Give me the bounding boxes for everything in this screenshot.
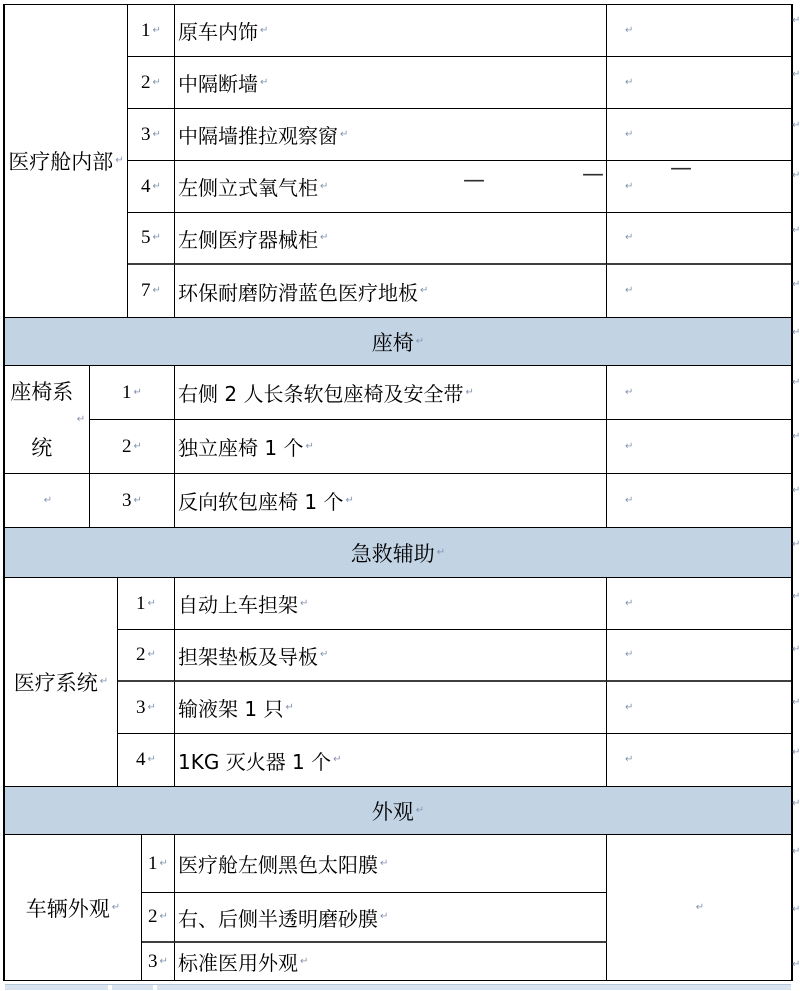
- item-cell[interactable]: [175, 5, 607, 57]
- row-number: 2: [141, 71, 151, 93]
- item-cell[interactable]: [175, 835, 607, 893]
- paragraph-mark: ↵: [320, 232, 329, 243]
- category-label: 医疗系统: [13, 671, 98, 695]
- row-number-cell[interactable]: [128, 5, 175, 57]
- row-number: 3: [148, 950, 158, 972]
- paragraph-mark: ↵: [320, 649, 329, 660]
- row-number-cell[interactable]: [142, 893, 175, 943]
- paragraph-mark: ↵: [333, 754, 342, 765]
- value-cell[interactable]: [607, 734, 791, 787]
- category-label: 车辆外观: [25, 896, 110, 921]
- item-label: 医疗舱左侧黑色太阳膜: [178, 853, 378, 877]
- paragraph-mark: ↵: [420, 285, 429, 296]
- dash-mark: —: [582, 162, 604, 187]
- paragraph-mark: ↵: [625, 24, 634, 36]
- item-label: 原车内饰: [178, 20, 258, 44]
- paragraph-mark: ↵: [147, 701, 156, 713]
- item-cell[interactable]: [175, 161, 607, 213]
- paragraph-mark: ↵: [625, 649, 634, 660]
- cell-divider: [108, 985, 112, 991]
- paragraph-mark: ↵: [152, 76, 161, 88]
- row-number: 1: [141, 19, 151, 41]
- dash-mark: —: [670, 156, 692, 181]
- row-end-mark: ↵: [792, 15, 800, 26]
- paragraph-mark: ↵: [380, 857, 389, 869]
- paragraph-mark: ↵: [320, 180, 329, 192]
- section-header-exterior[interactable]: [5, 787, 791, 835]
- value-cell[interactable]: [607, 109, 791, 161]
- paragraph-mark: ↵: [300, 597, 309, 609]
- value-cell-merged[interactable]: [607, 835, 791, 981]
- row-number: 2: [122, 435, 132, 457]
- row-number-cell[interactable]: [90, 474, 175, 528]
- paragraph-mark: ↵: [625, 128, 634, 140]
- value-cell[interactable]: [607, 366, 791, 420]
- paragraph-mark: ↵: [99, 676, 109, 687]
- paragraph-mark: ↵: [260, 76, 269, 88]
- row-end-mark: ↵: [792, 591, 800, 602]
- row-end-mark: ↵: [792, 697, 800, 708]
- value-cell[interactable]: [607, 630, 791, 682]
- paragraph-mark: ↵: [415, 804, 425, 816]
- item-label: 左侧立式氧气柜: [178, 176, 318, 200]
- paragraph-mark: ↵: [147, 754, 156, 765]
- paragraph-mark: ↵: [159, 857, 168, 869]
- row-end-mark: ↵: [792, 485, 800, 496]
- category-cell-empty[interactable]: [5, 474, 90, 528]
- row-number: 4: [136, 749, 146, 770]
- item-cell[interactable]: [175, 682, 607, 734]
- paragraph-mark: ↵: [695, 901, 705, 913]
- row-number: 3: [141, 123, 151, 145]
- value-cell[interactable]: [607, 420, 791, 474]
- paragraph-mark: ↵: [625, 754, 634, 765]
- item-label: 自动上车担架: [178, 593, 298, 617]
- paragraph-mark: ↵: [625, 285, 634, 296]
- row-number: 1: [122, 381, 132, 403]
- section-seat-system: [5, 366, 791, 528]
- row-end-mark: ↵: [792, 747, 800, 758]
- row-number: 7: [141, 280, 151, 301]
- row-end-mark: ↵: [792, 225, 800, 236]
- paragraph-mark: ↵: [147, 649, 156, 660]
- item-cell[interactable]: [175, 420, 607, 474]
- item-label: 中隔墙推拉观察窗: [178, 124, 338, 148]
- paragraph-mark: ↵: [625, 232, 634, 243]
- category-cell-seat-system[interactable]: [5, 366, 90, 474]
- item-cell[interactable]: [175, 630, 607, 682]
- row-end-mark: ↵: [792, 170, 800, 181]
- category-cell-medical-system[interactable]: [5, 578, 118, 787]
- next-row-partial: [5, 984, 791, 990]
- item-label: 反向软包座椅 1 个: [178, 490, 344, 514]
- paragraph-mark: ↵: [625, 597, 634, 609]
- paragraph-mark: ↵: [159, 911, 168, 922]
- row-number-cell[interactable]: [118, 734, 175, 787]
- paragraph-mark: ↵: [415, 335, 425, 347]
- row-end-mark: ↵: [792, 279, 800, 290]
- row-end-mark: ↵: [792, 846, 800, 857]
- value-cell[interactable]: [607, 682, 791, 734]
- item-cell[interactable]: [175, 578, 607, 630]
- item-label: 右侧 2 人长条软包座椅及安全带: [178, 382, 464, 406]
- section-vehicle-exterior: [5, 835, 791, 981]
- row-number-cell[interactable]: [118, 682, 175, 734]
- row-number-cell[interactable]: [128, 109, 175, 161]
- row-end-mark: ↵: [792, 431, 800, 442]
- row-number-cell[interactable]: [128, 213, 175, 265]
- row-number: 2: [136, 644, 146, 665]
- value-cell[interactable]: [607, 156, 791, 213]
- row-number: 1: [148, 852, 158, 874]
- row-end-mark: ↵: [792, 120, 800, 131]
- value-cell[interactable]: [607, 578, 791, 630]
- item-label: 中隔断墙: [178, 72, 258, 96]
- row-end-mark: ↵: [792, 798, 800, 809]
- row-number-cell[interactable]: [90, 366, 175, 420]
- category-label: 医疗舱内部: [8, 150, 114, 174]
- section-header-label: 外观: [371, 799, 414, 824]
- paragraph-mark: ↵: [152, 232, 161, 243]
- paragraph-mark: ↵: [152, 128, 161, 140]
- row-number: 3: [136, 696, 146, 718]
- row-end-mark: ↵: [792, 327, 800, 338]
- value-cell[interactable]: [607, 265, 791, 318]
- paragraph-mark: ↵: [147, 597, 156, 609]
- paragraph-mark: ↵: [152, 24, 161, 36]
- item-cell[interactable]: [175, 366, 607, 420]
- paragraph-mark: ↵: [133, 494, 142, 506]
- row-number: 1: [136, 592, 146, 614]
- item-label: 环保耐磨防滑蓝色医疗地板: [178, 280, 418, 305]
- paragraph-mark: ↵: [305, 440, 314, 452]
- paragraph-mark: ↵: [159, 955, 168, 967]
- paragraph-mark: ↵: [115, 155, 124, 166]
- paragraph-mark: ↵: [152, 180, 161, 192]
- row-number: 2: [148, 906, 158, 927]
- item-label: 左侧医疗器械柜: [178, 227, 318, 252]
- paragraph-mark: ↵: [260, 24, 269, 36]
- category-cell-vehicle-exterior[interactable]: [5, 835, 142, 981]
- row-number: 3: [122, 489, 132, 511]
- row-end-mark: ↵: [792, 959, 800, 970]
- row-number-cell[interactable]: [128, 57, 175, 109]
- item-label: 标准医用外观: [178, 951, 298, 975]
- row-number-cell[interactable]: [128, 161, 175, 213]
- value-cell[interactable]: [607, 474, 791, 528]
- item-label: 独立座椅 1 个: [178, 436, 304, 460]
- item-label: 1KG 灭火器 1 个: [178, 749, 332, 774]
- row-number-cell[interactable]: [118, 630, 175, 682]
- paragraph-mark: ↵: [436, 546, 446, 558]
- section-header-first-aid[interactable]: [5, 528, 791, 578]
- item-cell[interactable]: [175, 57, 607, 109]
- row-number-cell[interactable]: [128, 265, 175, 318]
- row-number-cell[interactable]: [142, 835, 175, 893]
- paragraph-mark: ↵: [625, 180, 634, 192]
- item-label: 输液架 1 只: [178, 697, 284, 721]
- paragraph-mark: ↵: [625, 440, 634, 452]
- row-number: 4: [141, 175, 151, 197]
- row-number-cell[interactable]: [118, 578, 175, 630]
- paragraph-mark: ↵: [152, 285, 161, 296]
- row-end-mark: ↵: [792, 904, 800, 915]
- cell-divider: [153, 985, 157, 991]
- section-header-seats[interactable]: [5, 318, 791, 366]
- paragraph-mark: ↵: [340, 128, 349, 140]
- row-number-cell[interactable]: [142, 943, 175, 981]
- paragraph-mark: ↵: [625, 76, 634, 88]
- paragraph-mark: ↵: [133, 386, 142, 398]
- paragraph-mark: ↵: [625, 494, 634, 506]
- paragraph-mark: ↵: [625, 386, 634, 398]
- item-label: 担架垫板及导板: [178, 644, 318, 669]
- category-label: 座椅系统: [10, 379, 74, 460]
- item-cell[interactable]: [175, 893, 607, 943]
- value-cell[interactable]: [607, 5, 791, 57]
- item-cell[interactable]: [175, 734, 607, 787]
- value-cell[interactable]: [607, 213, 791, 265]
- row-end-mark: ↵: [792, 539, 800, 550]
- paragraph-mark: ↵: [285, 701, 294, 713]
- section-header-label: 座椅: [371, 330, 414, 355]
- paragraph-mark: ↵: [625, 701, 634, 713]
- row-end-mark: ↵: [792, 69, 800, 80]
- section-header-label: 急救辅助: [350, 541, 435, 566]
- section-medical-system: [5, 578, 791, 787]
- paragraph-mark: ↵: [43, 494, 53, 506]
- row-number: 5: [141, 227, 151, 248]
- paragraph-mark: ↵: [380, 911, 389, 922]
- item-cell[interactable]: [175, 265, 607, 318]
- item-label: 右、后侧半透明磨砂膜: [178, 906, 378, 931]
- item-cell[interactable]: [175, 474, 607, 528]
- row-end-mark: ↵: [792, 377, 800, 388]
- row-end-mark: ↵: [792, 644, 800, 655]
- dash-mark: —: [463, 168, 485, 193]
- paragraph-mark: ↵: [345, 494, 354, 506]
- item-cell[interactable]: [175, 943, 607, 981]
- paragraph-mark: ↵: [465, 386, 474, 398]
- paragraph-mark: ↵: [76, 413, 86, 425]
- paragraph-mark: ↵: [300, 955, 309, 967]
- item-cell[interactable]: [175, 109, 607, 161]
- category-cell-medical-cabin[interactable]: [5, 5, 128, 318]
- value-cell[interactable]: [607, 57, 791, 109]
- item-cell[interactable]: [175, 213, 607, 265]
- paragraph-mark: ↵: [133, 440, 142, 452]
- row-number-cell[interactable]: [90, 420, 175, 474]
- spec-table: [3, 4, 793, 981]
- paragraph-mark: ↵: [111, 901, 121, 913]
